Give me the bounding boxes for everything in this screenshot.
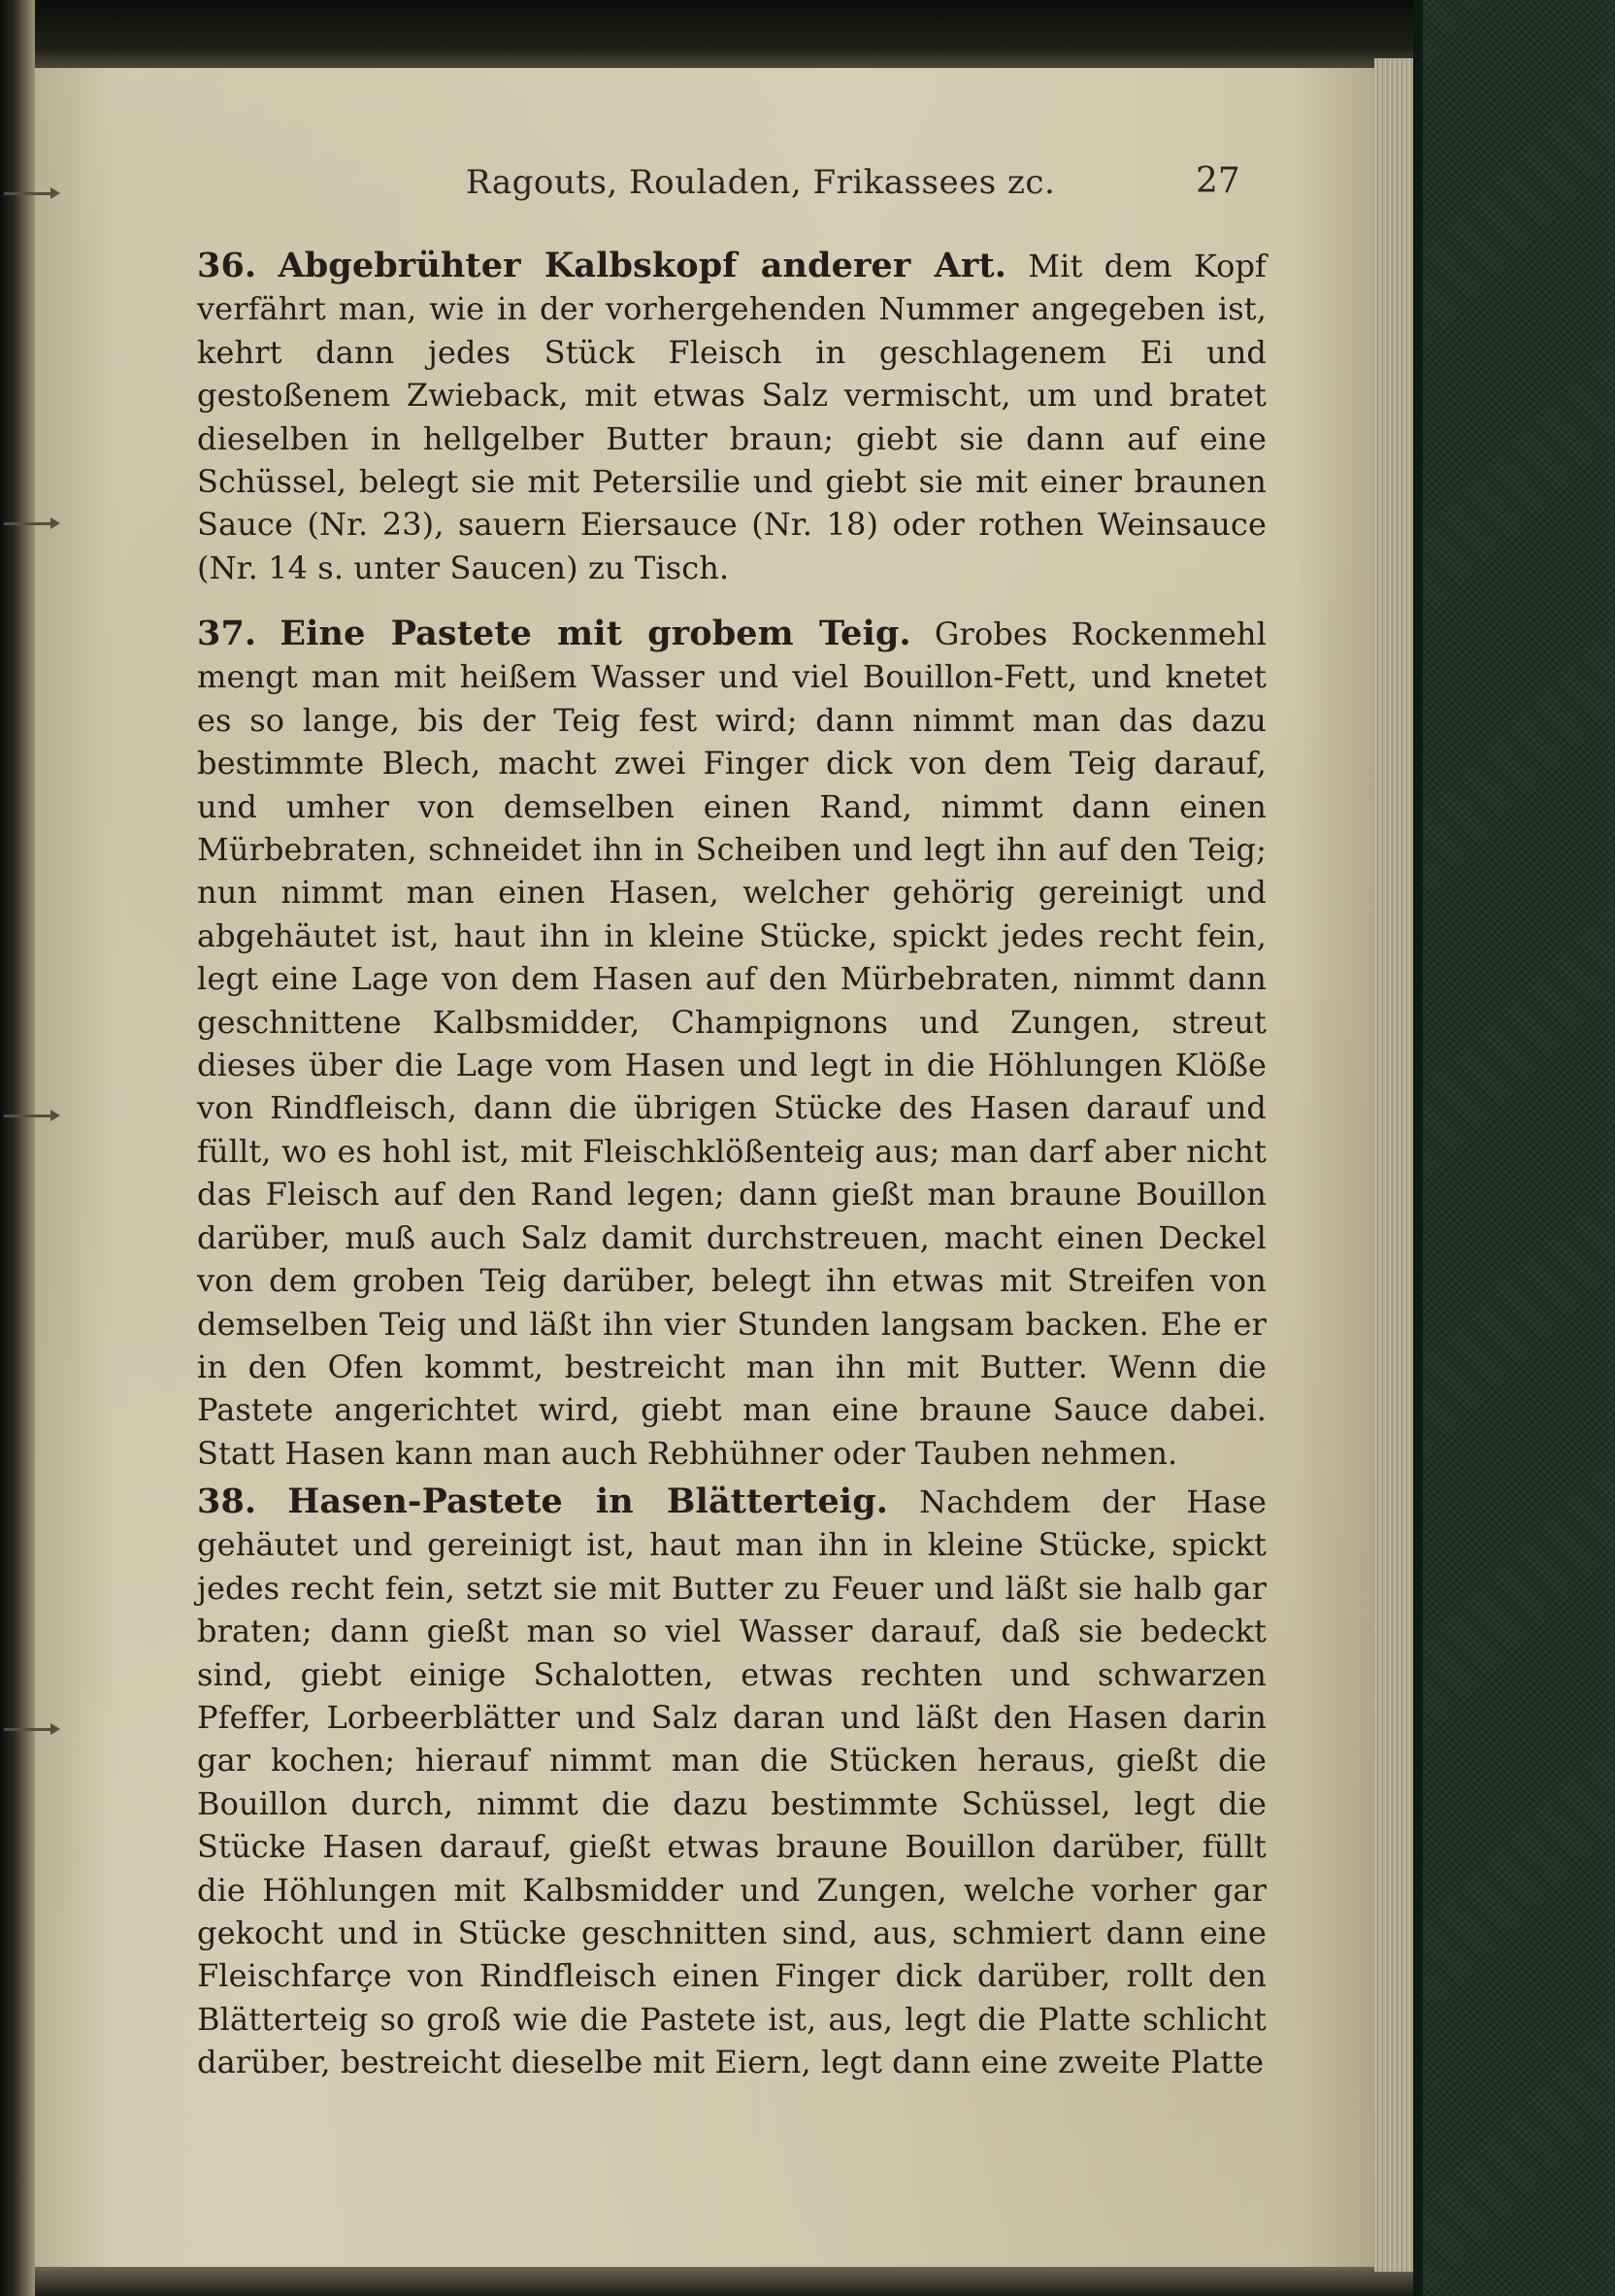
recipe-37 bbox=[197, 613, 1267, 1475]
running-header: Ragouts, Rouladen, Frikassees zc. bbox=[466, 163, 1056, 202]
recipe-text: Nachdem der Hase gehäutet und gereinigt ist, haut man ihn in kleine Stücke, spickt jedes recht fein, setzt sie mit Butter zu Feuer und läßt sie halb gar braten; dann gießt man so viel Wasser darauf, daß sie bedeckt sind, giebt einige Schalotten, etwas rechten und schwarzen Pfeffer, Lorbeerblätter und Salz daran und läßt den Hasen darin gar kochen; hierauf nimmt man die Stücken heraus, gießt die Bouillon durch, nimmt die dazu bestimmte Schüssel, legt die Stücke Hasen darauf, gießt etwas braune Bouillon darüber, füllt die Höhlungen mit Kalbsmidder und Zungen, welche vorher gar gekocht und in Stücke geschnitten sind, aus, schmiert dann eine Fleischfarçe von Rindfleisch einen Finger dick darüber, rollt den Blätterteig so groß wie die Pastete ist, aus, legt die Platte schlicht darüber, bestreicht dieselbe mit Eiern, legt dann eine zweite Platte bbox=[197, 1483, 1267, 2081]
recipe-number: 38. bbox=[197, 1481, 257, 1521]
margin-mark bbox=[4, 1115, 54, 1117]
recipe-text: Mit dem Kopf verfährt man, wie in der vorhergehenden Nummer angegeben ist, kehrt dann jedes Stück Fleisch in geschlagenem Ei und gestoßenem Zwieback, mit etwas Salz vermischt, um und bratet dieselben in hellgelber Butter braun; giebt sie dann auf eine Schüssel, belegt sie mit Petersilie und giebt sie mit einer braunen Sauce (Nr. 23), sauern Eiersauce (Nr. 18) oder rothen Weinsauce (Nr. 14 s. unter Saucen) zu Tisch. bbox=[197, 248, 1268, 586]
recipe-number: 37. bbox=[197, 614, 257, 653]
cover-edge bbox=[1413, 0, 1423, 2296]
bottom-shadow bbox=[35, 2267, 1413, 2296]
book-cover bbox=[1413, 0, 1615, 2296]
margin-mark bbox=[4, 192, 54, 195]
recipe-36 bbox=[197, 245, 1267, 589]
recipe-text: Grobes Rockenmehl mengt man mit heißem Wasser und viel Bouillon-Fett, und knetet es so lange, bis der Teig fest wird; dann nimmt man das dazu bestimmte Blech, macht zwei Finger dick von dem Teig darauf, und umher von demselben einen Rand, nimmt dann einen Mürbebraten, schneidet ihn in Scheiben und legt ihn auf den Teig; nun nimmt man einen Hasen, welcher gehörig gereinigt und abgehäutet ist, haut ihn in kleine Stücke, spickt jedes recht fein, legt eine Lage von dem Hasen auf den Mürbebraten, nimmt dann geschnittene Kalbsmidder, Champignons und Zungen, streut dieses über die Lage vom Hasen und legt in die Höhlungen Klöße von Rindfleisch, dann die übrigen Stücke des Hasen darauf und füllt, wo es hohl ist, mit Fleischklößenteig aus; man darf aber nicht das Fleisch auf den Rand legen; dann gießt man braune Bouillon darüber, muß auch Salz damit durchstreuen, macht einen Deckel von dem groben Teig darüber, belegt ihn etwas mit Streifen von demselben Teig und läßt ihn vier Stunden langsam backen. Ehe er in den Ofen kommt, bestreicht man ihn mit Butter. Wenn die Pastete angerichtet wird, giebt man eine braune Sauce dabei. Statt Hasen kann man auch Rebhühner oder Tauben nehmen. bbox=[197, 616, 1267, 1472]
page-number: 27 bbox=[1196, 161, 1240, 201]
top-shadow bbox=[35, 0, 1413, 68]
recipe-title: Eine Pastete mit grobem Teig. bbox=[280, 614, 911, 653]
recipe-title: Abgebrühter Kalbskopf anderer Art. bbox=[278, 246, 1007, 285]
page-fore-edges bbox=[1374, 58, 1413, 2272]
recipe-title: Hasen-Pastete in Blätterteig. bbox=[287, 1481, 889, 1521]
margin-mark bbox=[4, 522, 54, 525]
binding-shadow bbox=[0, 0, 35, 2296]
recipe-number: 36. bbox=[197, 246, 257, 285]
margin-mark bbox=[4, 1728, 54, 1731]
recipe-38 bbox=[197, 1481, 1267, 2084]
